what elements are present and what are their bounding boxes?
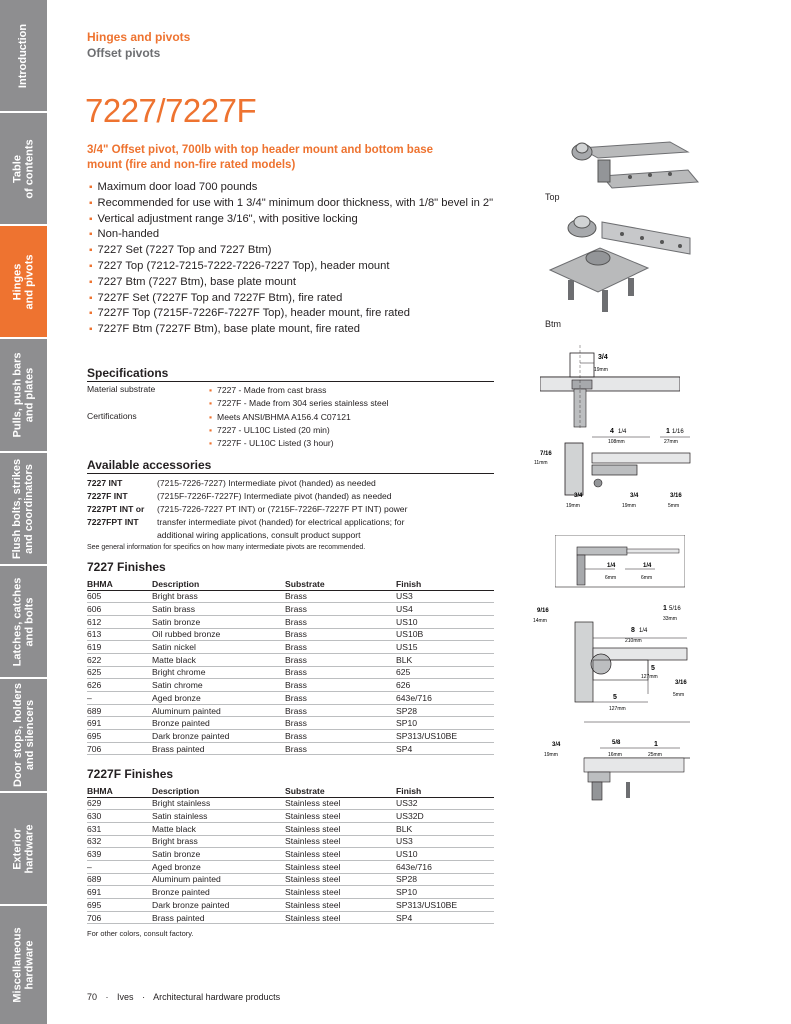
spec-value: ▪ 7227 - Made from cast brass	[209, 384, 389, 397]
footer-separator: ·	[142, 992, 146, 1002]
dim-label: 1/4	[618, 429, 627, 435]
table-cell: Dark bronze painted	[152, 899, 285, 912]
dim-label: 1/4	[639, 628, 648, 634]
table-cell: 691	[87, 717, 152, 730]
table-cell: US15	[396, 641, 494, 654]
table-cell: 630	[87, 810, 152, 823]
tab-label: Table of contents	[11, 138, 36, 199]
table-cell: Brass painted	[152, 911, 285, 924]
table-cell: 639	[87, 848, 152, 861]
table-cell: SP4	[396, 742, 494, 755]
accessory-desc: additional wiring applications, consult product support	[157, 530, 361, 540]
table-row	[87, 822, 494, 835]
table-cell: US10	[396, 848, 494, 861]
table-cell: 643e/716	[396, 692, 494, 705]
table-row	[87, 628, 494, 641]
accessory-model: 7227FPT INT	[87, 517, 139, 527]
dim-label: 5	[613, 694, 617, 701]
table-cell: Bright stainless	[152, 797, 285, 810]
dim-mm: 16mm	[608, 752, 622, 758]
table-cell: Dark bronze painted	[152, 730, 285, 743]
table-cell: Stainless steel	[285, 797, 396, 810]
page-title: 7227/7227F	[85, 92, 257, 129]
dim-mm: 5mm	[673, 692, 685, 698]
accessory-model: 7227 INT	[87, 478, 123, 488]
dim-mm: 19mm	[544, 752, 558, 758]
accessory-desc: (7215-7226-7227 PT INT) or (7215F-7226F-7227F PT INT) power	[157, 504, 408, 514]
table-cell: 625	[87, 666, 152, 679]
accessories-heading: Available accessories	[87, 458, 494, 474]
feature-item: ▪ Non-handed	[89, 227, 549, 243]
feature-item: ▪ Recommended for use with 1 3/4" minimum door thickness, with 1/8" bevel in 2"	[89, 196, 549, 212]
table-cell: SP10	[396, 717, 494, 730]
dim-mm: 210mm	[625, 638, 642, 644]
tab-label: Pulls, push bars and plates	[11, 352, 36, 438]
tab-label: Latches, catches and bolts	[11, 577, 36, 666]
table-cell: Brass	[285, 641, 396, 654]
spec-value: ▪ Meets ANSI/BHMA A156.4 C07121	[209, 411, 351, 424]
table-row	[87, 835, 494, 848]
btm-label: Btm	[545, 319, 562, 329]
dim-mm: 27mm	[664, 439, 678, 445]
table-cell: Bright chrome	[152, 666, 285, 679]
dimension-drawing-1	[540, 345, 680, 430]
table-cell: Stainless steel	[285, 848, 396, 861]
table-cell: 632	[87, 835, 152, 848]
table-cell: BLK	[396, 653, 494, 666]
tab-introduction[interactable]	[0, 0, 47, 113]
table-cell: SP313/US10BE	[396, 730, 494, 743]
dim-label: 3/16	[670, 493, 682, 499]
table-cell: Bright brass	[152, 835, 285, 848]
feature-item: ▪ 7227F Top (7215F-7226F-7227F Top), header mount, fire rated	[89, 306, 549, 322]
spec-label: Material substrate	[87, 384, 156, 394]
table-cell: Satin brass	[152, 603, 285, 616]
dim-label: 5	[651, 665, 655, 672]
table-cell: Bronze painted	[152, 717, 285, 730]
table-cell: SP4	[396, 911, 494, 924]
table-row	[87, 911, 494, 924]
table-cell: 689	[87, 873, 152, 886]
table-cell: Brass	[285, 653, 396, 666]
table-cell: Brass	[285, 590, 396, 603]
table-cell: Matte black	[152, 653, 285, 666]
table-cell: 622	[87, 653, 152, 666]
table-cell: 695	[87, 899, 152, 912]
dim-mm: 19mm	[566, 503, 580, 509]
spec-value: ▪ 7227 - UL10C Listed (20 min)	[209, 424, 351, 437]
footer-title: Architectural hardware products	[153, 992, 281, 1002]
feature-item: ▪ 7227 Set (7227 Top and 7227 Btm)	[89, 243, 549, 259]
feature-item: ▪ 7227 Top (7212-7215-7222-7226-7227 Top), header mount	[89, 259, 549, 275]
finishes-7227f-heading: 7227F Finishes	[87, 767, 174, 781]
table-row	[87, 810, 494, 823]
breadcrumb-category: Hinges and pivots	[87, 30, 191, 44]
table-row	[87, 873, 494, 886]
tab-flush-bolts[interactable]	[0, 453, 47, 566]
table-row	[87, 615, 494, 628]
dim-label: 5/8	[612, 740, 621, 746]
section-sidebar	[0, 0, 47, 1024]
table-cell: Stainless steel	[285, 886, 396, 899]
dimension-drawing-5	[540, 718, 690, 803]
dim-label: 1	[666, 428, 670, 435]
dim-label: 5/16	[669, 606, 681, 612]
table-cell: Brass	[285, 666, 396, 679]
table-cell: Bronze painted	[152, 886, 285, 899]
table-cell: 706	[87, 911, 152, 924]
dim-label: 4	[610, 428, 614, 435]
table-cell: Stainless steel	[285, 810, 396, 823]
table-cell: US3	[396, 590, 494, 603]
table-cell: Stainless steel	[285, 873, 396, 886]
table-row	[87, 666, 494, 679]
table-row	[87, 797, 494, 810]
dim-label: 3/16	[675, 680, 687, 686]
spec-label: Certifications	[87, 411, 137, 421]
footer-brand: Ives	[117, 992, 134, 1002]
tab-hinges-and-pivots[interactable]	[0, 226, 47, 339]
dim-label: 3/4	[552, 742, 561, 748]
table-cell: Brass	[285, 730, 396, 743]
accessory-desc: (7215F-7226F-7227F) Intermediate pivot (handed) as needed	[157, 491, 392, 501]
table-row	[87, 886, 494, 899]
dim-label: 1	[663, 605, 667, 612]
tab-label: Flush bolts, strikes and coordinators	[11, 458, 36, 559]
dim-label: 3/4	[574, 493, 583, 499]
table-row	[87, 860, 494, 873]
table-row	[87, 742, 494, 755]
table-cell: Brass	[285, 692, 396, 705]
dim-label: 3/4	[598, 354, 608, 361]
dim-mm: 6mm	[605, 575, 617, 581]
table-cell: BLK	[396, 822, 494, 835]
dim-mm: 33mm	[663, 616, 677, 622]
dim-label: 1/16	[672, 429, 684, 435]
dim-label: 8	[631, 627, 635, 634]
table-row	[87, 641, 494, 654]
product-photo	[540, 130, 700, 330]
table-cell: Matte black	[152, 822, 285, 835]
page-subtitle: 3/4" Offset pivot, 700lb with top header mount and bottom base mount (fire and non-fire rated models)	[87, 144, 434, 171]
dim-mm: 5mm	[668, 503, 680, 509]
dim-label: 1/4	[607, 563, 616, 569]
table-cell: Brass	[285, 742, 396, 755]
tab-label: Miscellaneous hardware	[11, 927, 36, 1003]
table-cell: 695	[87, 730, 152, 743]
table-cell: 626	[87, 679, 152, 692]
top-pivot-image	[572, 142, 698, 188]
table-cell: Stainless steel	[285, 822, 396, 835]
table-cell: US3	[396, 835, 494, 848]
table-cell: Aluminum painted	[152, 873, 285, 886]
dim-label: 9/16	[537, 608, 549, 614]
table-row	[87, 679, 494, 692]
table-cell: –	[87, 860, 152, 873]
table-row	[87, 848, 494, 861]
accessory-model: 7227PT INT or	[87, 504, 145, 514]
tab-pulls-push-bars[interactable]	[0, 339, 47, 453]
tab-exterior-hardware[interactable]	[0, 793, 47, 906]
finishes-7227-heading: 7227 Finishes	[87, 560, 166, 574]
table-cell: US10B	[396, 628, 494, 641]
table-cell: SP28	[396, 873, 494, 886]
accessories-note: See general information for specifics on how many intermediate pivots are recommended.	[87, 544, 366, 551]
feature-item: ▪ 7227F Btm (7227F Btm), base plate mount, fire rated	[89, 322, 549, 338]
tab-label: Exterior hardware	[11, 824, 36, 873]
feature-item: ▪ 7227F Set (7227F Top and 7227F Btm), fire rated	[89, 291, 549, 307]
table-row	[87, 899, 494, 912]
table-cell: SP10	[396, 886, 494, 899]
dim-label: 1	[654, 741, 658, 748]
feature-item: ▪ Maximum door load 700 pounds	[89, 180, 549, 196]
table-cell: 643e/716	[396, 860, 494, 873]
table-cell: Satin nickel	[152, 641, 285, 654]
table-cell: Brass	[285, 615, 396, 628]
column-header: BHMA	[87, 578, 152, 590]
table-cell: Brass	[285, 679, 396, 692]
table-cell: US32	[396, 797, 494, 810]
accessory-model: 7227F INT	[87, 491, 128, 501]
table-row	[87, 653, 494, 666]
dim-mm: 127mm	[641, 674, 658, 680]
dim-mm: 14mm	[533, 618, 547, 624]
feature-item: ▪ 7227 Btm (7227 Btm), base plate mount	[89, 275, 549, 291]
table-cell: Aluminum painted	[152, 704, 285, 717]
finishes-7227-table	[87, 578, 494, 755]
top-label: Top	[545, 192, 560, 202]
dimension-drawing-3	[555, 535, 685, 590]
breadcrumb-subcategory: Offset pivots	[87, 46, 161, 60]
spec-value: ▪ 7227F - Made from 304 series stainless steel	[209, 397, 389, 410]
column-header: Description	[152, 785, 285, 797]
dim-label: 7/16	[540, 451, 552, 457]
table-cell: US10	[396, 615, 494, 628]
feature-item: ▪ Vertical adjustment range 3/16", with positive locking	[89, 212, 549, 228]
page-number: 70	[87, 992, 98, 1002]
column-header: Finish	[396, 578, 494, 590]
tab-miscellaneous-hardware[interactable]	[0, 906, 47, 1024]
table-cell: Stainless steel	[285, 911, 396, 924]
table-row	[87, 704, 494, 717]
table-cell: Bright brass	[152, 590, 285, 603]
table-cell: Brass painted	[152, 742, 285, 755]
table-cell: Satin bronze	[152, 848, 285, 861]
table-cell: 689	[87, 704, 152, 717]
column-header: Substrate	[285, 578, 396, 590]
table-cell: Brass	[285, 717, 396, 730]
table-row	[87, 590, 494, 603]
table-cell: Aged bronze	[152, 860, 285, 873]
tab-label: Introduction	[17, 23, 30, 88]
dimension-drawing-4	[533, 602, 693, 712]
table-cell: Oil rubbed bronze	[152, 628, 285, 641]
table-cell: –	[87, 692, 152, 705]
table-cell: US32D	[396, 810, 494, 823]
table-cell: Aged bronze	[152, 692, 285, 705]
accessory-desc: transfer intermediate pivot (handed) for electrical applications; for	[157, 517, 405, 527]
column-header: BHMA	[87, 785, 152, 797]
bottom-pivot-image	[550, 216, 690, 312]
footer-separator: ·	[105, 992, 109, 1002]
table-cell: 691	[87, 886, 152, 899]
table-cell: 612	[87, 615, 152, 628]
table-cell: Satin stainless	[152, 810, 285, 823]
table-cell: Stainless steel	[285, 860, 396, 873]
dim-mm: 11mm	[534, 460, 548, 466]
table-cell: 613	[87, 628, 152, 641]
table-cell: Satin chrome	[152, 679, 285, 692]
table-cell: 619	[87, 641, 152, 654]
dimension-drawing-2	[530, 425, 695, 515]
tab-label: Hinges and pivots	[11, 253, 36, 310]
table-row	[87, 692, 494, 705]
table-cell: 626	[396, 679, 494, 692]
table-row	[87, 730, 494, 743]
dim-mm: 25mm	[648, 752, 662, 758]
table-cell: Stainless steel	[285, 899, 396, 912]
column-header: Finish	[396, 785, 494, 797]
table-cell: Brass	[285, 704, 396, 717]
finishes-note: For other colors, consult factory.	[87, 929, 194, 938]
tab-latches-catches[interactable]	[0, 566, 47, 679]
dim-label: 1/4	[643, 563, 652, 569]
column-header: Substrate	[285, 785, 396, 797]
table-cell: 606	[87, 603, 152, 616]
dim-mm: 6mm	[641, 575, 653, 581]
table-cell: Brass	[285, 603, 396, 616]
feature-list	[89, 180, 549, 338]
finishes-7227f-table	[87, 785, 494, 924]
dim-mm: 19mm	[594, 367, 608, 373]
dim-label: 3/4	[630, 493, 639, 499]
table-cell: SP313/US10BE	[396, 899, 494, 912]
table-cell: 605	[87, 590, 152, 603]
tab-table-of-contents[interactable]	[0, 113, 47, 226]
table-row	[87, 603, 494, 616]
table-row	[87, 717, 494, 730]
table-cell: 631	[87, 822, 152, 835]
spec-value: ▪ 7227F - UL10C Listed (3 hour)	[209, 437, 351, 450]
tab-label: Door stops, holders and silencers	[11, 683, 36, 787]
table-cell: 706	[87, 742, 152, 755]
tab-door-stops[interactable]	[0, 679, 47, 793]
column-header: Description	[152, 578, 285, 590]
dim-mm: 127mm	[609, 706, 626, 712]
accessory-desc: (7215-7226-7227) Intermediate pivot (handed) as needed	[157, 478, 376, 488]
table-cell: 629	[87, 797, 152, 810]
table-cell: Satin bronze	[152, 615, 285, 628]
table-cell: US4	[396, 603, 494, 616]
dim-mm: 108mm	[608, 439, 625, 445]
table-cell: SP28	[396, 704, 494, 717]
table-cell: Brass	[285, 628, 396, 641]
specifications-heading: Specifications	[87, 366, 494, 382]
page-footer	[87, 992, 280, 1002]
table-cell: 625	[396, 666, 494, 679]
dim-mm: 19mm	[622, 503, 636, 509]
table-cell: Stainless steel	[285, 835, 396, 848]
